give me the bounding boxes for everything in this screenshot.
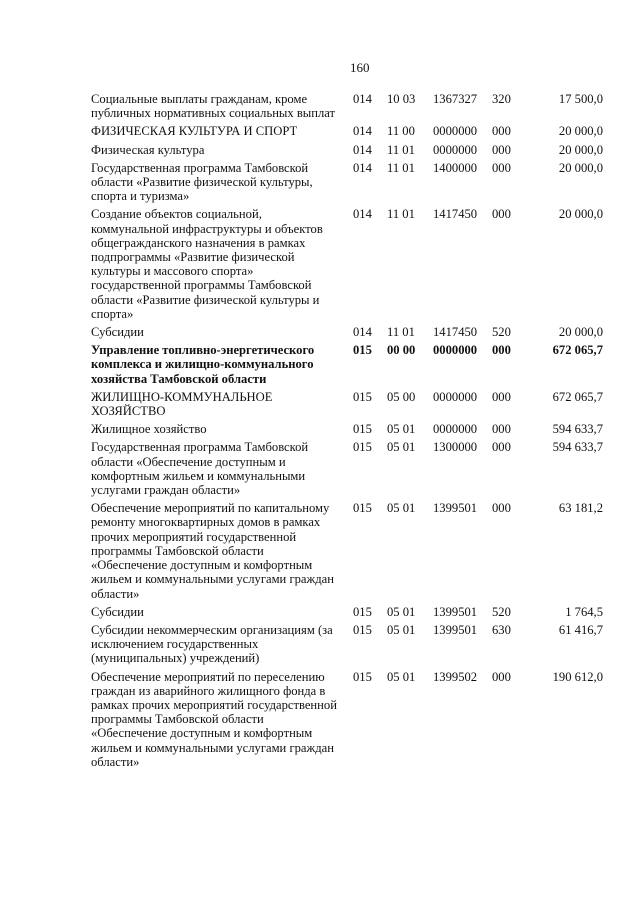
row-section-code: 11 00 bbox=[387, 124, 415, 139]
row-target-code: 1417450 bbox=[433, 325, 478, 340]
row-ministry-code: 015 bbox=[353, 422, 372, 437]
row-section-code: 11 01 bbox=[387, 207, 415, 222]
row-section-code: 00 00 bbox=[387, 343, 416, 358]
row-ministry-code: 014 bbox=[353, 207, 372, 222]
row-amount: 63 181,2 bbox=[558, 501, 603, 516]
row-amount: 20 000,0 bbox=[558, 142, 603, 157]
row-name: Обеспечение мероприятий по капитальному ремонту многоквартирных домов в рамках прочих мероприятий государственной программы Тамбовской области «Обеспечение доступным и комфортным жильем и коммунальными услугами граждан области» bbox=[91, 501, 334, 601]
row-ministry-code: 015 bbox=[353, 343, 372, 358]
row-amount: 672 065,7 bbox=[552, 343, 603, 358]
row-name: Социальные выплаты гражданам, кроме публичных нормативных социальных выплат bbox=[91, 92, 336, 121]
row-ministry-code: 014 bbox=[353, 124, 372, 139]
row-name: ЖИЛИЩНО-КОММУНАЛЬНОЕ ХОЗЯЙСТВО bbox=[91, 389, 273, 419]
table-row bbox=[91, 422, 603, 436]
row-ministry-code: 015 bbox=[353, 440, 372, 455]
row-ministry-code: 015 bbox=[353, 622, 372, 637]
page-number: 160 bbox=[350, 60, 370, 75]
row-name: Субсидии bbox=[91, 325, 144, 340]
row-expense-code: 000 bbox=[492, 160, 511, 175]
row-expense-code: 000 bbox=[492, 440, 511, 455]
row-amount: 1 764,5 bbox=[565, 604, 603, 619]
row-section-code: 05 01 bbox=[387, 604, 416, 619]
table-row bbox=[91, 501, 603, 600]
row-section-code: 05 00 bbox=[387, 389, 416, 404]
row-section-code: 05 01 bbox=[387, 440, 416, 455]
row-name: Управление топливно-энергетического комплекса и жилищно-коммунального хозяйства Тамбовской области bbox=[91, 343, 315, 386]
row-target-code: 0000000 bbox=[433, 422, 478, 437]
row-name: Субсидии некоммерческим организациям (за исключением государственных (муниципальных) учреждений) bbox=[91, 622, 333, 666]
table-row bbox=[91, 143, 603, 157]
row-target-code: 1399501 bbox=[433, 501, 478, 516]
row-target-code: 1399501 bbox=[433, 622, 478, 637]
row-name: Государственная программа Тамбовской области «Обеспечение доступным и комфортным жильем и коммунальными услугами граждан области» bbox=[91, 440, 309, 498]
row-target-code: 1417450 bbox=[433, 207, 478, 222]
table-row bbox=[91, 440, 603, 497]
row-name: Создание объектов социальной, коммунальной инфраструктуры и объектов общегражданского назначения в рамках подпрограммы «Развитие физической культуры и массового спорта» государственной программы Тамбовской области «Развитие физической культуры и спорта» bbox=[91, 207, 323, 321]
row-expense-code: 000 bbox=[492, 422, 511, 437]
table-row bbox=[91, 161, 603, 204]
row-amount: 20 000,0 bbox=[558, 160, 603, 175]
row-expense-code: 000 bbox=[492, 501, 511, 516]
row-target-code: 0000000 bbox=[433, 142, 478, 157]
row-expense-code: 000 bbox=[492, 389, 511, 404]
row-expense-code: 630 bbox=[492, 622, 511, 637]
row-ministry-code: 014 bbox=[353, 160, 372, 175]
row-section-code: 05 01 bbox=[387, 501, 416, 516]
row-name: Государственная программа Тамбовской области «Развитие физической культуры, спорта и туризма» bbox=[91, 160, 313, 204]
row-amount: 20 000,0 bbox=[558, 207, 603, 222]
row-ministry-code: 014 bbox=[353, 142, 372, 157]
row-name: Обеспечение мероприятий по переселению граждан из аварийного жилищного фонда в рамках прочих мероприятий государственной программы Тамбовской области «Обеспечение доступным и комфортным жильем и коммунальными услугами граждан области» bbox=[91, 669, 337, 769]
row-amount: 190 612,0 bbox=[552, 669, 603, 684]
row-target-code: 1367327 bbox=[433, 92, 478, 106]
budget-table bbox=[91, 92, 603, 773]
row-ministry-code: 015 bbox=[353, 604, 372, 619]
table-row bbox=[91, 343, 603, 386]
row-expense-code: 320 bbox=[492, 92, 511, 106]
row-expense-code: 520 bbox=[492, 325, 511, 340]
table-row bbox=[91, 670, 603, 769]
row-amount: 20 000,0 bbox=[558, 124, 603, 139]
row-name: Физическая культура bbox=[91, 142, 205, 157]
row-section-code: 11 01 bbox=[387, 160, 415, 175]
row-section-code: 05 01 bbox=[387, 622, 416, 637]
row-amount: 672 065,7 bbox=[552, 389, 603, 404]
table-row bbox=[91, 207, 603, 321]
row-expense-code: 000 bbox=[492, 343, 511, 358]
row-expense-code: 000 bbox=[492, 207, 511, 222]
row-name: Жилищное хозяйство bbox=[91, 422, 207, 437]
table-row bbox=[91, 605, 603, 619]
row-amount: 61 416,7 bbox=[558, 622, 603, 637]
row-amount: 594 633,7 bbox=[552, 422, 603, 437]
row-expense-code: 000 bbox=[492, 669, 511, 684]
table-row bbox=[91, 623, 603, 666]
row-target-code: 1300000 bbox=[433, 440, 478, 455]
table-row bbox=[91, 390, 603, 418]
row-expense-code: 000 bbox=[492, 124, 511, 139]
row-ministry-code: 015 bbox=[353, 501, 372, 516]
row-amount: 20 000,0 bbox=[558, 325, 603, 340]
row-section-code: 11 01 bbox=[387, 325, 415, 340]
row-ministry-code: 015 bbox=[353, 389, 372, 404]
row-ministry-code: 014 bbox=[353, 325, 372, 340]
row-target-code: 0000000 bbox=[433, 124, 478, 139]
row-expense-code: 520 bbox=[492, 604, 511, 619]
row-ministry-code: 014 bbox=[353, 92, 372, 106]
row-section-code: 05 01 bbox=[387, 422, 416, 437]
table-row bbox=[91, 92, 603, 120]
row-target-code: 1399502 bbox=[433, 669, 478, 684]
row-target-code: 1399501 bbox=[433, 604, 478, 619]
row-expense-code: 000 bbox=[492, 142, 511, 157]
row-name: Субсидии bbox=[91, 604, 144, 619]
row-section-code: 10 03 bbox=[387, 92, 416, 106]
row-ministry-code: 015 bbox=[353, 669, 372, 684]
row-target-code: 1400000 bbox=[433, 160, 478, 175]
row-section-code: 05 01 bbox=[387, 669, 416, 684]
row-amount: 17 500,0 bbox=[558, 92, 603, 106]
table-row bbox=[91, 124, 603, 138]
row-name: ФИЗИЧЕСКАЯ КУЛЬТУРА И СПОРТ bbox=[91, 124, 298, 139]
row-target-code: 0000000 bbox=[433, 343, 478, 358]
row-target-code: 0000000 bbox=[433, 389, 478, 404]
table-row bbox=[91, 325, 603, 339]
row-section-code: 11 01 bbox=[387, 142, 415, 157]
row-amount: 594 633,7 bbox=[552, 440, 603, 455]
